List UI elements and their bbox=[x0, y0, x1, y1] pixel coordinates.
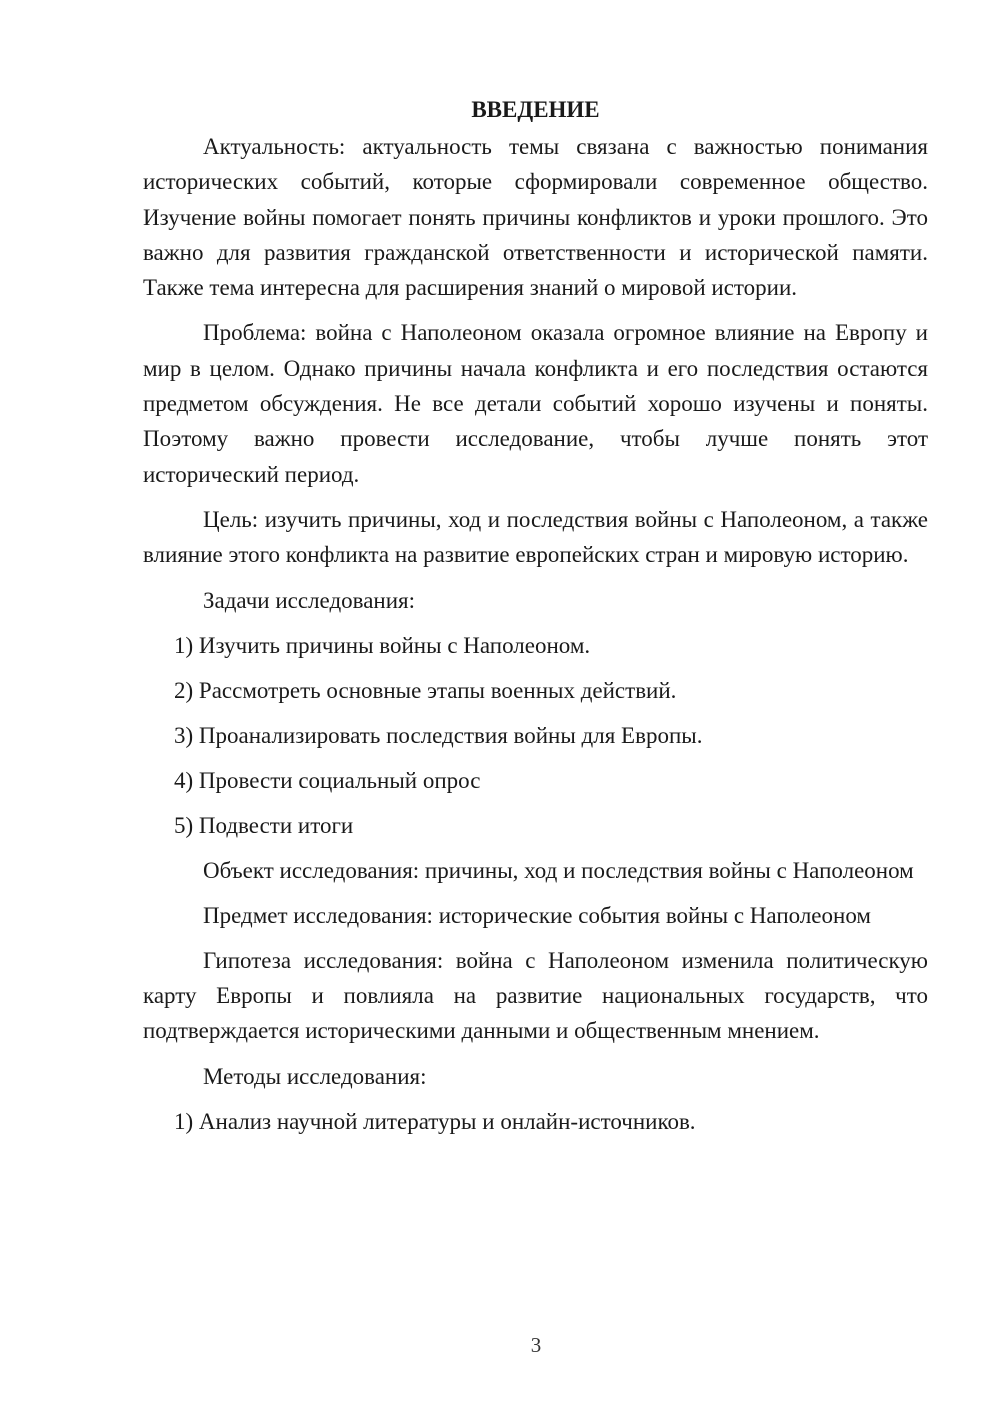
problem-paragraph: Проблема: война с Наполеоном оказала огромное влияние на Европу и мир в целом. Однако причины начала конфликта и его последствия остаются предметом обсуждения. Не все детали событий хорошо изучены и поняты. Поэтому важно провести исследование, чтобы лучше понять этот исторический период. bbox=[143, 320, 928, 487]
relevance-paragraph: Актуальность: актуальность темы связана с важностью понимания исторических событий, которые сформировали современное общество. Изучение войны помогает понять причины конфликтов и уроки прошлого. Это важно для развития гражданской ответственности и исторической памяти. Также тема интересна для расширения знаний о мировой истории. bbox=[143, 134, 928, 301]
tasks-heading: Задачи исследования: bbox=[203, 587, 416, 613]
subject-paragraph: Предмет исследования: исторические события войны с Наполеоном bbox=[203, 902, 871, 928]
task-item: 3) Проанализировать последствия войны для Европы. bbox=[174, 722, 703, 748]
methods-heading: Методы исследования: bbox=[203, 1063, 427, 1089]
task-item: 1) Изучить причины войны с Наполеоном. bbox=[174, 632, 591, 658]
page-number: 3 bbox=[530, 1333, 542, 1357]
section-title: ВВЕДЕНИЕ bbox=[471, 97, 600, 122]
method-item: 1) Анализ научной литературы и онлайн-источников. bbox=[174, 1108, 696, 1134]
object-paragraph: Объект исследования: причины, ход и последствия войны с Наполеоном bbox=[203, 857, 914, 883]
document-page bbox=[143, 92, 928, 1149]
task-item: 4) Провести социальный опрос bbox=[174, 767, 481, 793]
task-item: 2) Рассмотреть основные этапы военных действий. bbox=[174, 677, 677, 703]
hypothesis-paragraph: Гипотеза исследования: война с Наполеоном изменила политическую карту Европы и повлияла на развитие национальных государств, что подтверждается историческими данными и общественным мнением. bbox=[143, 947, 928, 1044]
task-item: 5) Подвести итоги bbox=[174, 812, 354, 838]
goal-paragraph: Цель: изучить причины, ход и последствия войны с Наполеоном, а также влияние этого конфликта на развитие европейских стран и мировую историю. bbox=[143, 506, 928, 568]
